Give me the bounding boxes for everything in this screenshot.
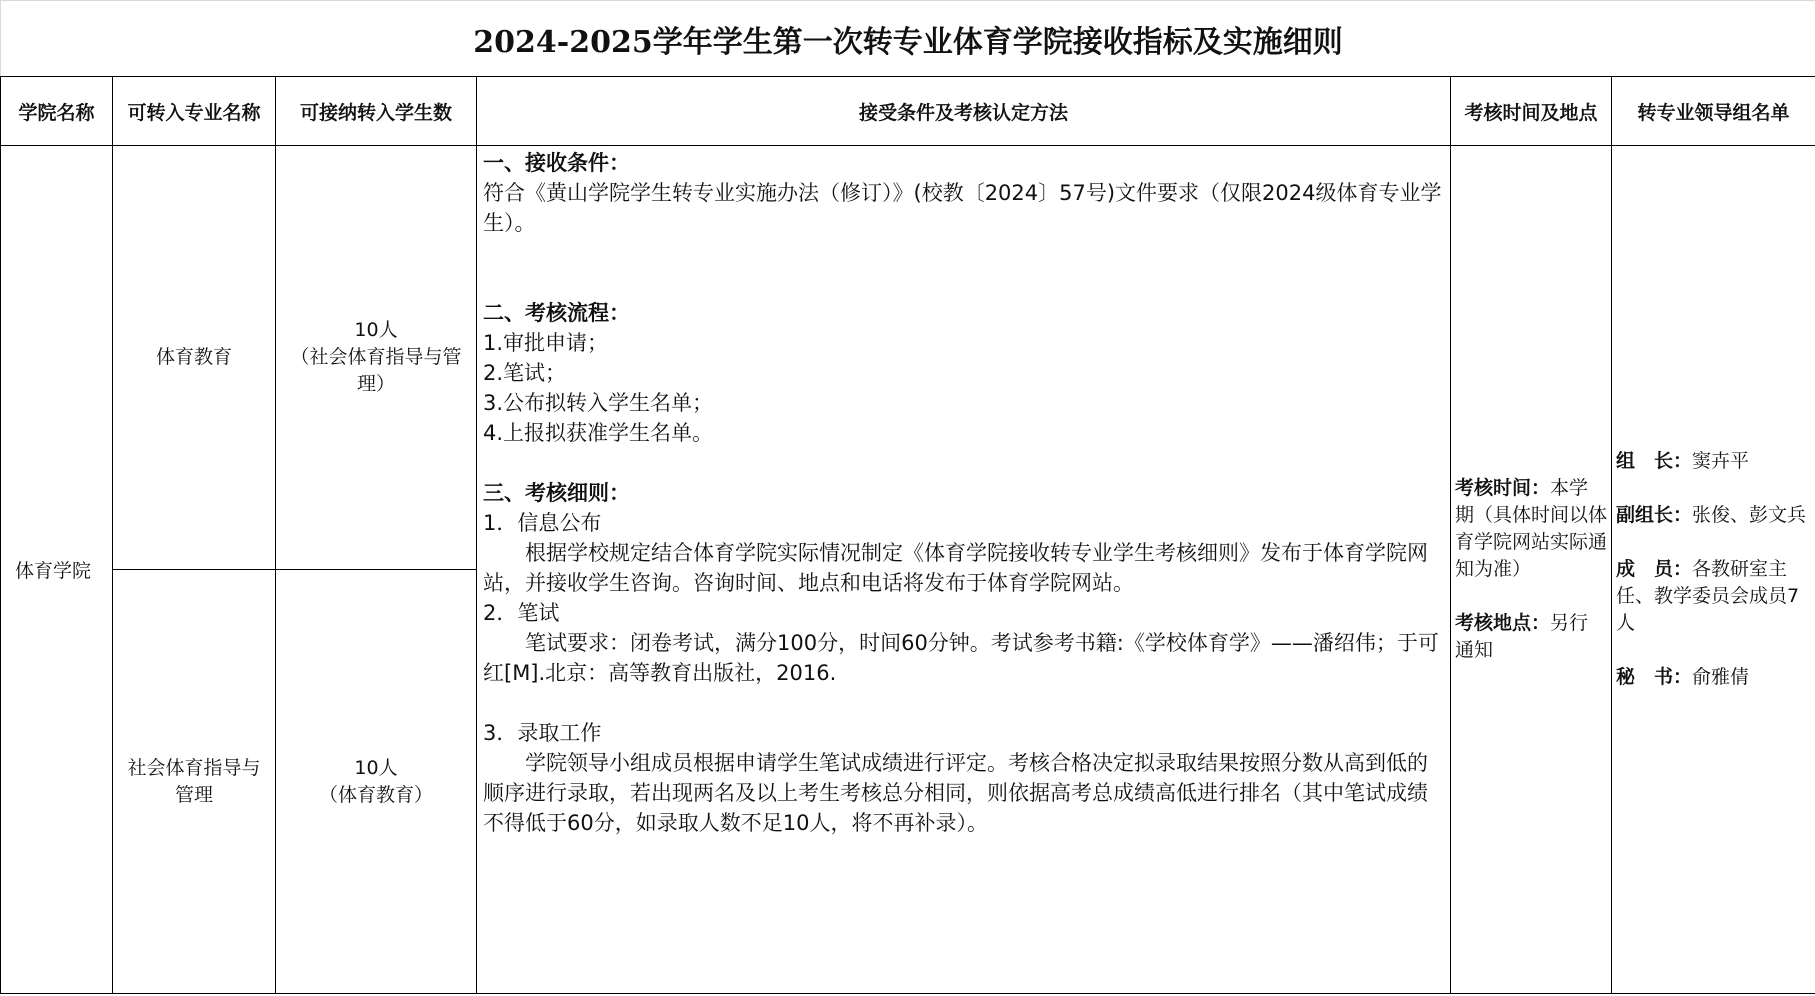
- major-name: 社会体育指导与管理: [127, 756, 261, 806]
- leader-secretary-name: 俞雅倩: [1692, 666, 1750, 688]
- header-college: 学院名称: [1, 77, 113, 146]
- quota-value: 10人: [354, 756, 398, 779]
- section-3-1-text: 根据学校规定结合体育学院实际情况制定《体育学院接收转专业学生考核细则》发布于体育学院网站，并接收学生咨询。咨询时间、地点和电话将发布于体育学院网站。: [483, 541, 1428, 595]
- section-1-title: 一、接收条件：: [483, 151, 630, 175]
- exam-place-label: 考核地点：: [1455, 612, 1551, 634]
- section-2-title: 二、考核流程：: [483, 301, 630, 325]
- section-3-3-title: 3．录取工作: [483, 721, 602, 745]
- major-name: 体育教育: [155, 346, 232, 368]
- section-3-2-title: 2．笔试: [483, 601, 560, 625]
- section-2-item: 4.上报拟获准学生名单。: [483, 421, 714, 445]
- header-row: [1, 77, 1815, 146]
- leader-deputy-label: 副组长：: [1616, 504, 1693, 526]
- exam-place-text: 另行通知: [1455, 612, 1589, 661]
- header-leaders: 转专业领导组名单: [1612, 77, 1815, 146]
- leader-head-name: 窦卉平: [1692, 450, 1750, 472]
- exam-time-label: 考核时间：: [1455, 477, 1551, 499]
- header-method: 接受条件及考核认定方法: [477, 77, 1451, 146]
- leader-deputy-name: 张俊、彭文兵: [1692, 504, 1807, 526]
- leader-members-label: 成 员：: [1616, 558, 1693, 580]
- college-cell: 体育学院: [1, 146, 113, 994]
- section-1-text: 符合《黄山学院学生转专业实施办法（修订）》(校教〔2024〕57号)文件要求（仅限2024级体育专业学生）。: [483, 181, 1442, 235]
- quota-note: （社会体育指导与管理）: [290, 346, 462, 395]
- section-2-item: 1.审批申请；: [483, 331, 609, 355]
- table-row: [1, 146, 1815, 570]
- quota-cell: [276, 146, 477, 570]
- exam-time-place-cell: [1451, 146, 1612, 994]
- leaders-cell: [1612, 146, 1815, 994]
- leader-deputy: [1616, 502, 1811, 529]
- exam-place: [1455, 610, 1607, 664]
- quota-value: 10人: [354, 319, 398, 341]
- header-quota: 可接纳转入学生数: [276, 77, 477, 146]
- section-2-item: 2.笔试；: [483, 361, 567, 385]
- section-3-2-text: 笔试要求：闭卷考试，满分100分，时间60分钟。考试参考书籍:《学校体育学》——潘绍伟；于可红[M].北京：高等教育出版社，2016.: [483, 631, 1439, 685]
- exam-time-text: 本学期（具体时间以体育学院网站实际通知为准）: [1455, 477, 1608, 580]
- leader-head: [1616, 448, 1811, 475]
- leader-members-text: 各教研室主任、教学委员会成员7人: [1616, 558, 1800, 634]
- leader-members: [1616, 556, 1811, 637]
- method-cell: [477, 146, 1451, 994]
- transfer-table: [0, 76, 1815, 994]
- header-exam-time-place: 考核时间及地点: [1451, 77, 1612, 146]
- section-2-item: 3.公布拟转入学生名单；: [483, 391, 714, 415]
- header-major: 可转入专业名称: [113, 77, 276, 146]
- quota-cell: [276, 570, 477, 994]
- major-cell: [113, 146, 276, 570]
- leader-secretary: [1616, 664, 1811, 691]
- leader-head-label: 组 长：: [1616, 450, 1693, 472]
- section-3-3-text: 学院领导小组成员根据申请学生笔试成绩进行评定。考核合格决定拟录取结果按照分数从高到低的顺序进行录取，若出现两名及以上考生考核总分相同，则依据高考总成绩高低进行排名（其中笔试成绩不得低于60分，如录取人数不足10人，将不再补录）。: [483, 751, 1428, 835]
- leader-secretary-label: 秘 书：: [1616, 666, 1693, 688]
- exam-time: [1455, 475, 1607, 583]
- major-cell: [113, 570, 276, 994]
- quota-note: （体育教育）: [318, 783, 433, 806]
- section-3-title: 三、考核细则：: [483, 481, 630, 505]
- page-title: 2024-2025学年学生第一次转专业体育学院接收指标及实施细则: [0, 0, 1815, 77]
- section-3-1-title: 1．信息公布: [483, 511, 602, 535]
